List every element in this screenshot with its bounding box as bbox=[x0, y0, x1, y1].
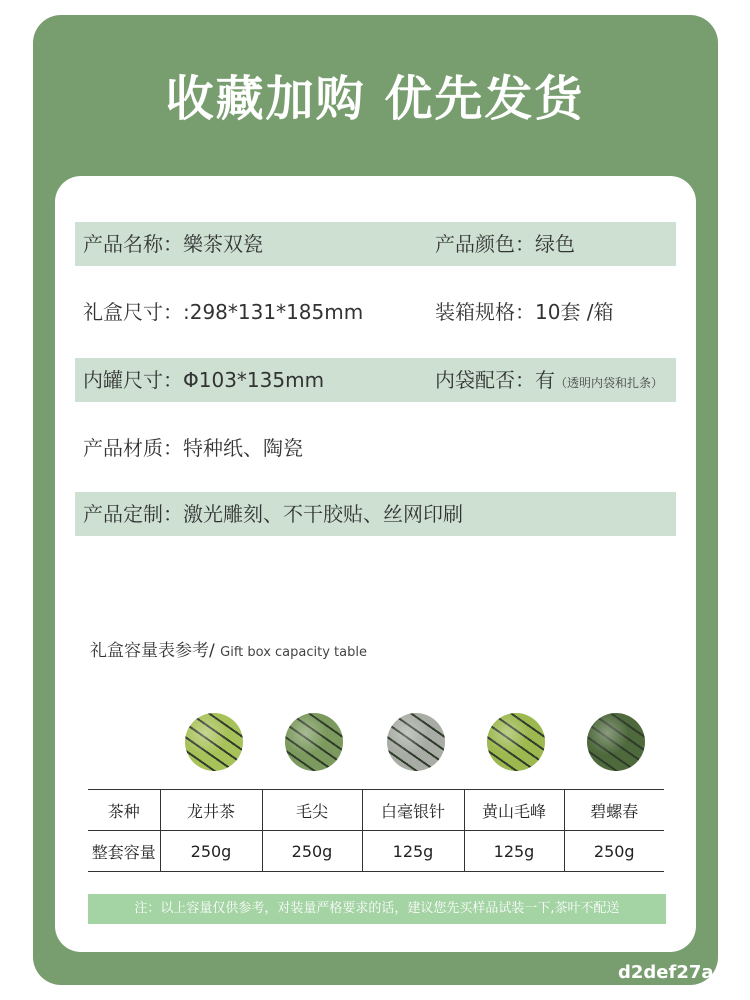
packing-spec: 装箱规格：10套 /箱 bbox=[435, 300, 614, 324]
tea-icon-baihao bbox=[387, 713, 445, 771]
spec-row-box-packing bbox=[75, 290, 676, 334]
product-name: 产品名称：樂茶双瓷 bbox=[83, 232, 263, 256]
watermark: d2def27a bbox=[618, 962, 714, 983]
capacity-title-en: Gift box capacity table bbox=[220, 645, 367, 660]
tea-name: 龙井茶 bbox=[160, 790, 262, 831]
tea-capacity: 125g bbox=[464, 831, 564, 872]
note-bar: 注：以上容量仅供参考，对装量严格要求的话，建议您先买样品试装一下,茶叶不配送 bbox=[88, 894, 666, 924]
box-size: 礼盒尺寸：:298*131*185mm bbox=[83, 300, 364, 324]
tea-name: 黄山毛峰 bbox=[464, 790, 564, 831]
tea-capacity: 125g bbox=[362, 831, 464, 872]
product-material: 产品材质：特种纸、陶瓷 bbox=[83, 436, 303, 460]
inner-bag-value: 内袋配否：有 bbox=[435, 368, 555, 392]
row-label-tea: 茶种 bbox=[88, 790, 160, 831]
row-label-capacity: 整套容量 bbox=[88, 831, 160, 872]
tea-icon-biluochun bbox=[587, 713, 645, 771]
inner-bag-note: （透明内袋和扎条） bbox=[555, 376, 664, 390]
table-row bbox=[88, 831, 664, 872]
tea-capacity: 250g bbox=[564, 831, 664, 872]
tea-icon-maojian bbox=[285, 713, 343, 771]
table-row bbox=[88, 790, 664, 831]
tea-capacity: 250g bbox=[160, 831, 262, 872]
inner-bag bbox=[435, 358, 663, 405]
spec-card bbox=[55, 176, 696, 952]
tea-icon-longjing bbox=[185, 713, 243, 771]
spec-row-jar-bag bbox=[75, 358, 676, 402]
tea-capacity: 250g bbox=[262, 831, 362, 872]
jar-size: 内罐尺寸：Φ103*135mm bbox=[83, 368, 325, 392]
spec-row-material bbox=[75, 426, 676, 470]
capacity-title-cn: 礼盒容量表参考/ bbox=[90, 641, 215, 661]
spec-row-custom bbox=[75, 492, 676, 536]
product-color: 产品颜色：绿色 bbox=[435, 232, 575, 256]
banner-title: 收藏加购 优先发货 bbox=[165, 71, 585, 127]
spec-row-name-color bbox=[75, 222, 676, 266]
tea-name: 毛尖 bbox=[262, 790, 362, 831]
tea-name: 白毫银针 bbox=[362, 790, 464, 831]
capacity-title bbox=[90, 636, 367, 661]
capacity-table bbox=[88, 789, 664, 872]
product-customization: 产品定制：激光雕刻、不干胶贴、丝网印刷 bbox=[83, 502, 463, 526]
tea-icon-huangshan bbox=[487, 713, 545, 771]
tea-name: 碧螺春 bbox=[564, 790, 664, 831]
